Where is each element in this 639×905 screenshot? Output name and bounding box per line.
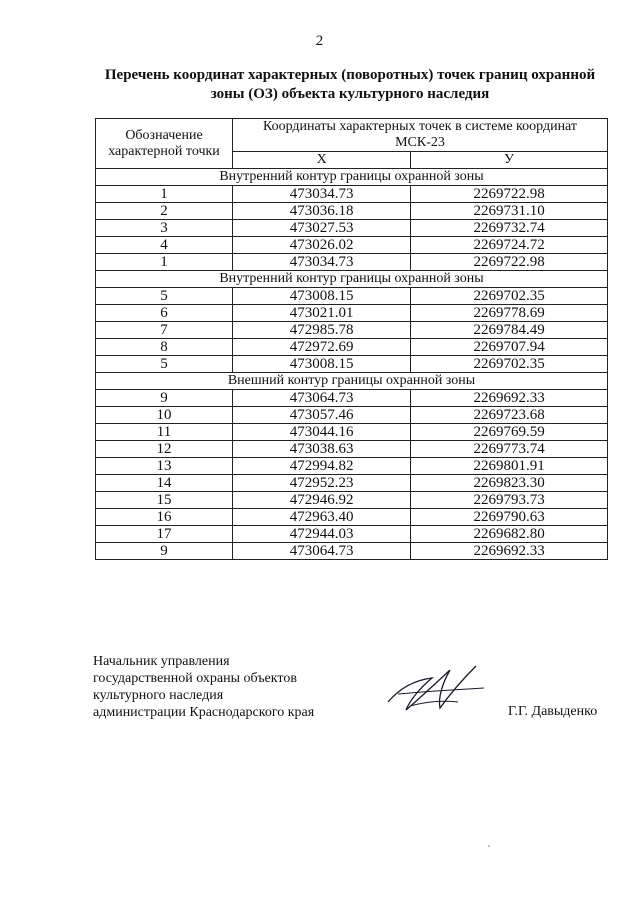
- coord-x: 472985.78: [233, 322, 411, 339]
- position-line-2: государственной охраны объектов: [93, 671, 297, 686]
- coord-x: 473038.63: [233, 441, 411, 458]
- coord-y: 2269773.74: [411, 441, 608, 458]
- coord-y: 2269769.59: [411, 424, 608, 441]
- table-row: [96, 390, 608, 407]
- header-designation-line-1: Обозначение: [125, 127, 203, 143]
- signer-name: Г.Г. Давыденко: [508, 704, 598, 719]
- coord-y: 2269784.49: [411, 322, 608, 339]
- coord-x: 473057.46: [233, 407, 411, 424]
- table-row: [96, 288, 608, 305]
- table-row: [96, 339, 608, 356]
- table-row: [96, 492, 608, 509]
- position-line-1: Начальник управления: [93, 654, 230, 669]
- coord-x: 473021.01: [233, 305, 411, 322]
- coord-y: 2269793.73: [411, 492, 608, 509]
- coord-y: 2269778.69: [411, 305, 608, 322]
- coord-y: 2269790.63: [411, 509, 608, 526]
- coord-x: 473036.18: [233, 203, 411, 220]
- table-row: [96, 424, 608, 441]
- scan-speck: [488, 845, 490, 847]
- table-row: [96, 220, 608, 237]
- coord-x: 472952.23: [233, 475, 411, 492]
- point-number: 17: [96, 526, 233, 543]
- coord-y: 2269722.98: [411, 186, 608, 203]
- table-row: [96, 441, 608, 458]
- coord-y: 2269682.80: [411, 526, 608, 543]
- table-row: [96, 543, 608, 560]
- point-number: 8: [96, 339, 233, 356]
- header-designation: [96, 119, 233, 169]
- table-row: [96, 458, 608, 475]
- coord-y: 2269702.35: [411, 288, 608, 305]
- coord-y: 2269732.74: [411, 220, 608, 237]
- coord-y: 2269692.33: [411, 543, 608, 560]
- coord-x: 473044.16: [233, 424, 411, 441]
- point-number: 11: [96, 424, 233, 441]
- coord-y: 2269731.10: [411, 203, 608, 220]
- coord-x: 472972.69: [233, 339, 411, 356]
- table-row: [96, 254, 608, 271]
- coord-y: 2269723.68: [411, 407, 608, 424]
- coord-x: 472963.40: [233, 509, 411, 526]
- point-number: 1: [96, 186, 233, 203]
- section-title: Внутренний контур границы охранной зоны: [96, 169, 608, 186]
- table-row: [96, 526, 608, 543]
- table-row: [96, 475, 608, 492]
- table-row: [96, 356, 608, 373]
- section-title: Внешний контур границы охранной зоны: [96, 373, 608, 390]
- coord-x: 473034.73: [233, 254, 411, 271]
- point-number: 5: [96, 356, 233, 373]
- header-designation-line-2: характерной точки: [108, 143, 220, 159]
- coord-x: 472944.03: [233, 526, 411, 543]
- handwritten-signature: [380, 658, 490, 720]
- coord-x: 473034.73: [233, 186, 411, 203]
- point-number: 10: [96, 407, 233, 424]
- point-number: 9: [96, 543, 233, 560]
- signature-block: [93, 653, 314, 721]
- coordinates-table: [95, 118, 608, 560]
- table-row: [96, 305, 608, 322]
- section-row: [96, 373, 608, 390]
- point-number: 14: [96, 475, 233, 492]
- coord-x: 473027.53: [233, 220, 411, 237]
- point-number: 5: [96, 288, 233, 305]
- coord-x: 473008.15: [233, 356, 411, 373]
- point-number: 6: [96, 305, 233, 322]
- coord-x: 473064.73: [233, 390, 411, 407]
- header-coordinates: [233, 119, 608, 152]
- header-coordinates-line-2: МСК-23: [395, 135, 445, 150]
- point-number: 7: [96, 322, 233, 339]
- position-line-3: культурного наследия: [93, 688, 224, 703]
- header-y: У: [411, 152, 608, 169]
- point-number: 9: [96, 390, 233, 407]
- page-number: 2: [315, 33, 324, 49]
- point-number: 4: [96, 237, 233, 254]
- coord-y: 2269724.72: [411, 237, 608, 254]
- coord-y: 2269823.30: [411, 475, 608, 492]
- section-row: [96, 271, 608, 288]
- coord-y: 2269801.91: [411, 458, 608, 475]
- coord-y: 2269702.35: [411, 356, 608, 373]
- table-row: [96, 322, 608, 339]
- coord-x: 473008.15: [233, 288, 411, 305]
- point-number: 1: [96, 254, 233, 271]
- point-number: 2: [96, 203, 233, 220]
- coord-x: 473064.73: [233, 543, 411, 560]
- coord-x: 472946.92: [233, 492, 411, 509]
- table-row: [96, 509, 608, 526]
- table-row: [96, 237, 608, 254]
- table-row: [96, 186, 608, 203]
- header-x: X: [233, 152, 411, 169]
- table-row: [96, 203, 608, 220]
- table-row: [96, 407, 608, 424]
- coord-y: 2269692.33: [411, 390, 608, 407]
- point-number: 3: [96, 220, 233, 237]
- section-row: [96, 169, 608, 186]
- position-line-4: администрации Краснодарского края: [93, 705, 315, 720]
- point-number: 16: [96, 509, 233, 526]
- point-number: 15: [96, 492, 233, 509]
- table-body: [96, 169, 608, 560]
- point-number: 12: [96, 441, 233, 458]
- coord-x: 472994.82: [233, 458, 411, 475]
- title-line-1: Перечень координат характерных (поворотных) точек границ охранной: [104, 67, 596, 83]
- header-coordinates-line-1: Координаты характерных точек в системе координат: [262, 119, 578, 134]
- document-title: [90, 66, 610, 104]
- title-line-2: зоны (ОЗ) объекта культурного наследия: [210, 86, 490, 102]
- coord-y: 2269722.98: [411, 254, 608, 271]
- coord-y: 2269707.94: [411, 339, 608, 356]
- coord-x: 473026.02: [233, 237, 411, 254]
- section-title: Внутренний контур границы охранной зоны: [96, 271, 608, 288]
- point-number: 13: [96, 458, 233, 475]
